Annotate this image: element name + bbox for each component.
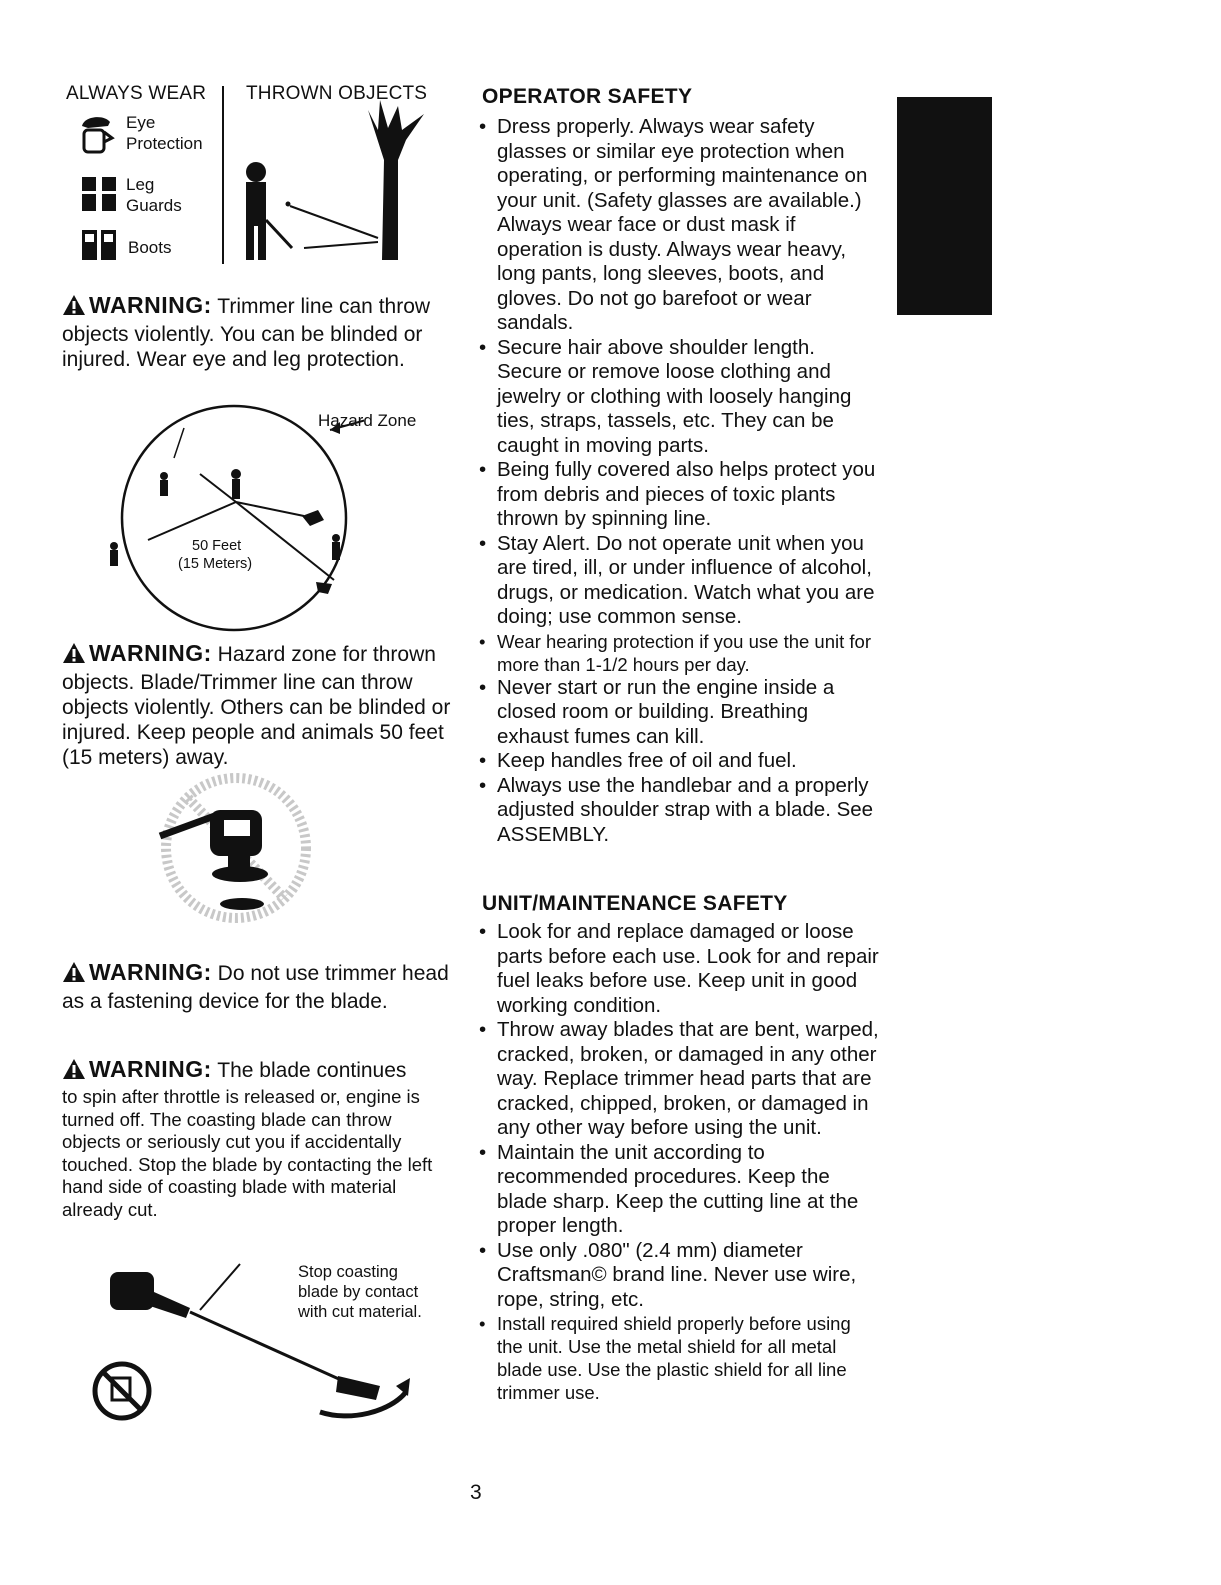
- warning-body: The blade continues: [211, 1059, 407, 1082]
- hazard-distance-meters: (15 Meters): [178, 556, 253, 572]
- operator-safety-heading: OPERATOR SAFETY: [482, 85, 693, 108]
- operator-safety-list: [478, 115, 880, 847]
- list-item: • Never start or run the engine inside a closed room or building. Breathing exhaust fumes can kill.: [478, 676, 880, 750]
- hazard-distance-feet: 50 Feet: [192, 538, 242, 554]
- list-item: • Install required shield properly before using the unit. Use the metal shield for all metal blade use. Use the plastic shield for all line trimmer use.: [478, 1312, 880, 1404]
- boots-icon: [80, 228, 120, 267]
- eye-protection-label: Eye Protection: [126, 113, 203, 153]
- unit-maintenance-safety-heading: UNIT/MAINTENANCE SAFETY: [482, 892, 788, 915]
- list-item: • Keep handles free of oil and fuel.: [478, 749, 880, 774]
- warning-body: Hazard zone for thrown objects. Blade/Trimmer line can throw objects violently. Others can be blinded or injured. Keep people and animals 50 feet (15 meters) away.: [62, 643, 451, 769]
- eye-protection-icon: [78, 112, 118, 161]
- coasting-blade-caption: Stop coasting blade by contact with cut material.: [298, 1263, 422, 1321]
- no-trimmer-head-fastening-illustration: [150, 770, 320, 935]
- warning-title: WARNING:: [89, 292, 212, 318]
- list-item: • Secure hair above shoulder length. Secure or remove loose clothing and jewelry or clothing with loosely hanging ties, straps, tassels, etc. They can be caught in moving parts.: [478, 336, 880, 459]
- thrown-objects-illustration: [228, 100, 438, 275]
- list-item: • Maintain the unit according to recommended procedures. Keep the blade sharp. Keep the cutting line at the proper length.: [478, 1141, 880, 1239]
- section-side-tab: [897, 97, 992, 315]
- list-item: • Wear hearing protection if you use the unit for more than 1-1/2 hours per day.: [478, 630, 880, 676]
- warning-triangle-icon: [62, 294, 86, 322]
- warning-hazard-zone: [62, 641, 462, 770]
- list-item: • Use only .080" (2.4 mm) diameter Craftsman© brand line. Never use wire, rope, string, etc.: [478, 1239, 880, 1313]
- warning-body-continued: to spin after throttle is released or, engine is turned off. The coasting blade can throw objects or seriously cut you if accidentally touched. Stop the blade by contacting the left hand side of coasting blade with material already cut.: [62, 1086, 433, 1220]
- warning-coasting-blade: [62, 1057, 454, 1221]
- warning-title: WARNING:: [89, 640, 212, 666]
- hazard-zone-diagram: [104, 398, 364, 643]
- always-wear-heading: ALWAYS WEAR: [66, 83, 207, 104]
- thrown-objects-heading: THROWN OBJECTS: [246, 83, 428, 104]
- warning-title: WARNING:: [89, 1056, 212, 1082]
- boots-label: Boots: [128, 238, 172, 257]
- warning-fastening-device: [62, 960, 452, 1014]
- leg-guards-label: Leg Guards: [126, 175, 182, 215]
- leg-guards-icon: [80, 175, 120, 220]
- gear-divider: [222, 86, 224, 264]
- list-item: • Stay Alert. Do not operate unit when you are tired, ill, or under influence of alcohol, drugs, or medication. Watch what you are doing; use common sense.: [478, 532, 880, 630]
- list-item: • Dress properly. Always wear safety glasses or similar eye protection when operating, or performing maintenance on your unit. (Safety glasses are available.) Always wear face or dust mask if operation is dusty. Always wear heavy, long pants, long sleeves, boots, and gloves. Do not go barefoot or wear sandals.: [478, 115, 880, 336]
- warning-triangle-icon: [62, 642, 86, 670]
- hazard-zone-label: Hazard Zone: [318, 411, 417, 430]
- list-item: • Look for and replace damaged or loose parts before each use. Look for and repair fuel leaks before use. Keep unit in good working condition.: [478, 920, 880, 1018]
- warning-body: Do not use trimmer head as a fastening device for the blade.: [62, 962, 449, 1013]
- warning-title: WARNING:: [89, 959, 212, 985]
- warning-trimmer-line: [62, 293, 452, 372]
- prohibition-icon: [90, 1360, 154, 1427]
- warning-body: Trimmer line can throw objects violently. You can be blinded or injured. Wear eye and leg protection.: [62, 295, 431, 371]
- unit-maintenance-safety-list: [478, 920, 880, 1404]
- warning-triangle-icon: [62, 961, 86, 989]
- list-item: • Being fully covered also helps protect you from debris and pieces of toxic plants thrown by spinning line.: [478, 458, 880, 532]
- page-number: 3: [470, 1481, 482, 1504]
- list-item: • Always use the handlebar and a properly adjusted shoulder strap with a blade. See ASSEMBLY.: [478, 774, 880, 848]
- list-item: • Throw away blades that are bent, warped, cracked, broken, or damaged in any other way. Replace trimmer head parts that are cracked, chipped, broken, or damaged in any other way before using the unit.: [478, 1018, 880, 1141]
- warning-triangle-icon: [62, 1058, 86, 1086]
